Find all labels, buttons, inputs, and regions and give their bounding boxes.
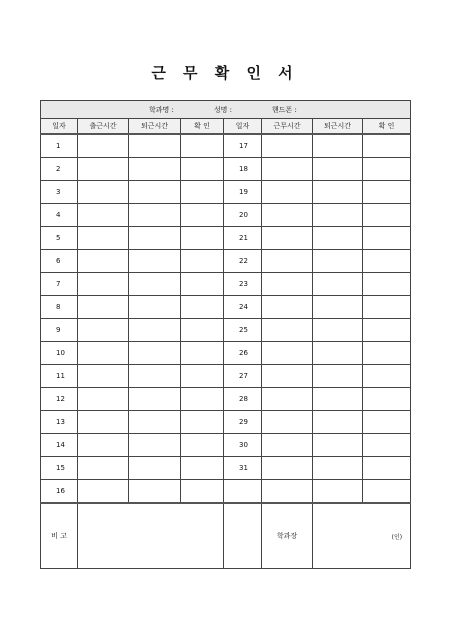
confirm-cell[interactable] — [363, 411, 411, 434]
remark-row — [41, 503, 411, 569]
day-number: 16 — [41, 480, 78, 504]
remark-label: 비 고 — [41, 503, 78, 569]
check-in-cell[interactable] — [78, 480, 129, 504]
confirm-cell[interactable] — [181, 411, 224, 434]
confirm-cell[interactable] — [181, 434, 224, 457]
check-in-cell[interactable] — [78, 250, 129, 273]
work-time-cell[interactable] — [262, 365, 313, 388]
check-out-cell[interactable] — [129, 342, 181, 365]
confirm-cell[interactable] — [181, 365, 224, 388]
check-out-cell[interactable] — [313, 250, 363, 273]
day-number: 8 — [41, 296, 78, 319]
phone-label: 핸드폰 : — [271, 105, 297, 114]
col-header: 일자 — [41, 119, 78, 135]
table-row — [41, 480, 411, 504]
confirm-cell[interactable] — [181, 158, 224, 181]
col-header: 퇴근시간 — [313, 119, 363, 135]
day-number: 23 — [224, 273, 262, 296]
work-time-cell[interactable] — [262, 411, 313, 434]
day-number: 14 — [41, 434, 78, 457]
table-row — [41, 411, 411, 434]
check-out-cell[interactable] — [129, 250, 181, 273]
confirm-cell[interactable] — [181, 342, 224, 365]
work-time-cell[interactable] — [262, 457, 313, 480]
work-time-cell[interactable] — [262, 434, 313, 457]
work-time-cell[interactable] — [262, 319, 313, 342]
document-title: 근 무 확 인 서 — [151, 64, 299, 82]
check-out-cell[interactable] — [313, 457, 363, 480]
check-out-cell[interactable] — [313, 181, 363, 204]
work-time-cell[interactable] — [262, 342, 313, 365]
day-number: 18 — [224, 158, 262, 181]
check-out-cell[interactable] — [129, 227, 181, 250]
day-number: 29 — [224, 411, 262, 434]
check-in-cell[interactable] — [78, 204, 129, 227]
table-row — [41, 457, 411, 480]
check-out-cell[interactable] — [313, 480, 363, 504]
confirm-cell[interactable] — [181, 134, 224, 158]
table-row — [41, 227, 411, 250]
remark-blank — [224, 503, 262, 569]
confirm-cell[interactable] — [181, 319, 224, 342]
confirm-cell[interactable] — [363, 158, 411, 181]
check-out-cell[interactable] — [129, 158, 181, 181]
day-number: 3 — [41, 181, 78, 204]
table-row — [41, 134, 411, 158]
day-number: 24 — [224, 296, 262, 319]
day-number: 7 — [41, 273, 78, 296]
check-out-cell[interactable] — [129, 480, 181, 504]
work-time-cell[interactable] — [262, 296, 313, 319]
work-time-cell[interactable] — [262, 388, 313, 411]
check-in-cell[interactable] — [78, 181, 129, 204]
table-row — [41, 273, 411, 296]
table-row — [41, 181, 411, 204]
table-row — [41, 250, 411, 273]
confirm-cell[interactable] — [363, 434, 411, 457]
table-row — [41, 342, 411, 365]
work-time-cell[interactable] — [262, 181, 313, 204]
day-number: 25 — [224, 319, 262, 342]
check-in-cell[interactable] — [78, 227, 129, 250]
check-out-cell[interactable] — [129, 434, 181, 457]
check-in-cell[interactable] — [78, 434, 129, 457]
day-number: 15 — [41, 457, 78, 480]
name-label: 성명 : — [213, 105, 232, 114]
dept-head-label: 학과장 — [262, 503, 313, 569]
check-in-cell[interactable] — [78, 342, 129, 365]
work-time-cell[interactable] — [262, 273, 313, 296]
check-out-cell[interactable] — [129, 296, 181, 319]
check-out-cell[interactable] — [129, 411, 181, 434]
confirm-cell[interactable] — [181, 227, 224, 250]
day-number: 5 — [41, 227, 78, 250]
day-number: 1 — [41, 134, 78, 158]
col-header: 출근시간 — [78, 119, 129, 135]
day-number: 12 — [41, 388, 78, 411]
confirm-cell[interactable] — [181, 457, 224, 480]
table-row — [41, 365, 411, 388]
check-out-cell[interactable] — [313, 158, 363, 181]
day-number: 21 — [224, 227, 262, 250]
day-number: 10 — [41, 342, 78, 365]
check-out-cell[interactable] — [313, 388, 363, 411]
confirm-cell[interactable] — [363, 204, 411, 227]
check-in-cell[interactable] — [78, 158, 129, 181]
check-out-cell[interactable] — [313, 273, 363, 296]
check-out-cell[interactable] — [313, 411, 363, 434]
confirm-cell[interactable] — [363, 227, 411, 250]
day-number: 6 — [41, 250, 78, 273]
day-number: 4 — [41, 204, 78, 227]
confirm-cell[interactable] — [181, 181, 224, 204]
check-out-cell[interactable] — [313, 134, 363, 158]
day-number: 26 — [224, 342, 262, 365]
work-time-cell[interactable] — [262, 134, 313, 158]
day-number: 22 — [224, 250, 262, 273]
check-in-cell[interactable] — [78, 273, 129, 296]
check-out-cell[interactable] — [313, 227, 363, 250]
attendance-table — [40, 100, 411, 569]
check-in-cell[interactable] — [78, 365, 129, 388]
check-in-cell[interactable] — [78, 388, 129, 411]
header-row — [41, 119, 411, 135]
confirm-cell[interactable] — [363, 365, 411, 388]
check-in-cell[interactable] — [78, 296, 129, 319]
day-number: 13 — [41, 411, 78, 434]
check-in-cell[interactable] — [78, 134, 129, 158]
day-number: 30 — [224, 434, 262, 457]
check-out-cell[interactable] — [313, 434, 363, 457]
check-out-cell[interactable] — [313, 319, 363, 342]
confirm-cell[interactable] — [363, 342, 411, 365]
table-row — [41, 296, 411, 319]
confirm-cell[interactable] — [181, 250, 224, 273]
day-number: 31 — [224, 457, 262, 480]
confirm-cell[interactable] — [181, 273, 224, 296]
check-in-cell[interactable] — [78, 411, 129, 434]
day-number: 9 — [41, 319, 78, 342]
work-time-cell[interactable] — [262, 158, 313, 181]
dept-label: 학과명 : — [149, 105, 174, 114]
col-header: 근무시간 — [262, 119, 313, 135]
work-time-cell[interactable] — [262, 227, 313, 250]
table-row — [41, 434, 411, 457]
check-out-cell[interactable] — [129, 181, 181, 204]
confirm-cell[interactable] — [181, 480, 224, 504]
confirm-cell[interactable] — [363, 388, 411, 411]
confirm-cell[interactable] — [363, 296, 411, 319]
check-out-cell[interactable] — [129, 457, 181, 480]
check-out-cell[interactable] — [129, 204, 181, 227]
confirm-cell[interactable] — [363, 134, 411, 158]
confirm-cell[interactable] — [363, 457, 411, 480]
check-out-cell[interactable] — [313, 365, 363, 388]
check-out-cell[interactable] — [129, 319, 181, 342]
confirm-cell[interactable] — [363, 181, 411, 204]
seal-mark[interactable]: (인) — [313, 503, 411, 569]
work-time-cell[interactable] — [262, 480, 313, 504]
confirm-cell[interactable] — [363, 250, 411, 273]
check-out-cell[interactable] — [129, 134, 181, 158]
remark-field[interactable] — [78, 503, 224, 569]
table-row — [41, 204, 411, 227]
day-number: 19 — [224, 181, 262, 204]
col-header: 일자 — [224, 119, 262, 135]
confirm-cell[interactable] — [363, 273, 411, 296]
check-in-cell[interactable] — [78, 457, 129, 480]
col-header: 퇴근시간 — [129, 119, 181, 135]
check-out-cell[interactable] — [129, 365, 181, 388]
day-number: 20 — [224, 204, 262, 227]
day-number: 11 — [41, 365, 78, 388]
table-row — [41, 158, 411, 181]
confirm-cell[interactable] — [363, 480, 411, 504]
confirm-cell[interactable] — [363, 319, 411, 342]
day-number: 17 — [224, 134, 262, 158]
check-out-cell[interactable] — [313, 342, 363, 365]
check-out-cell[interactable] — [129, 273, 181, 296]
col-header: 확 인 — [363, 119, 411, 135]
confirm-cell[interactable] — [181, 296, 224, 319]
col-header: 확 인 — [181, 119, 224, 135]
table-row — [41, 319, 411, 342]
info-row — [41, 101, 411, 119]
work-time-cell[interactable] — [262, 204, 313, 227]
day-number — [224, 480, 262, 504]
confirm-cell[interactable] — [181, 204, 224, 227]
check-out-cell[interactable] — [129, 388, 181, 411]
day-number: 2 — [41, 158, 78, 181]
confirm-cell[interactable] — [181, 388, 224, 411]
work-time-cell[interactable] — [262, 250, 313, 273]
day-number: 28 — [224, 388, 262, 411]
table-row — [41, 388, 411, 411]
check-out-cell[interactable] — [313, 296, 363, 319]
check-out-cell[interactable] — [313, 204, 363, 227]
day-number: 27 — [224, 365, 262, 388]
check-in-cell[interactable] — [78, 319, 129, 342]
